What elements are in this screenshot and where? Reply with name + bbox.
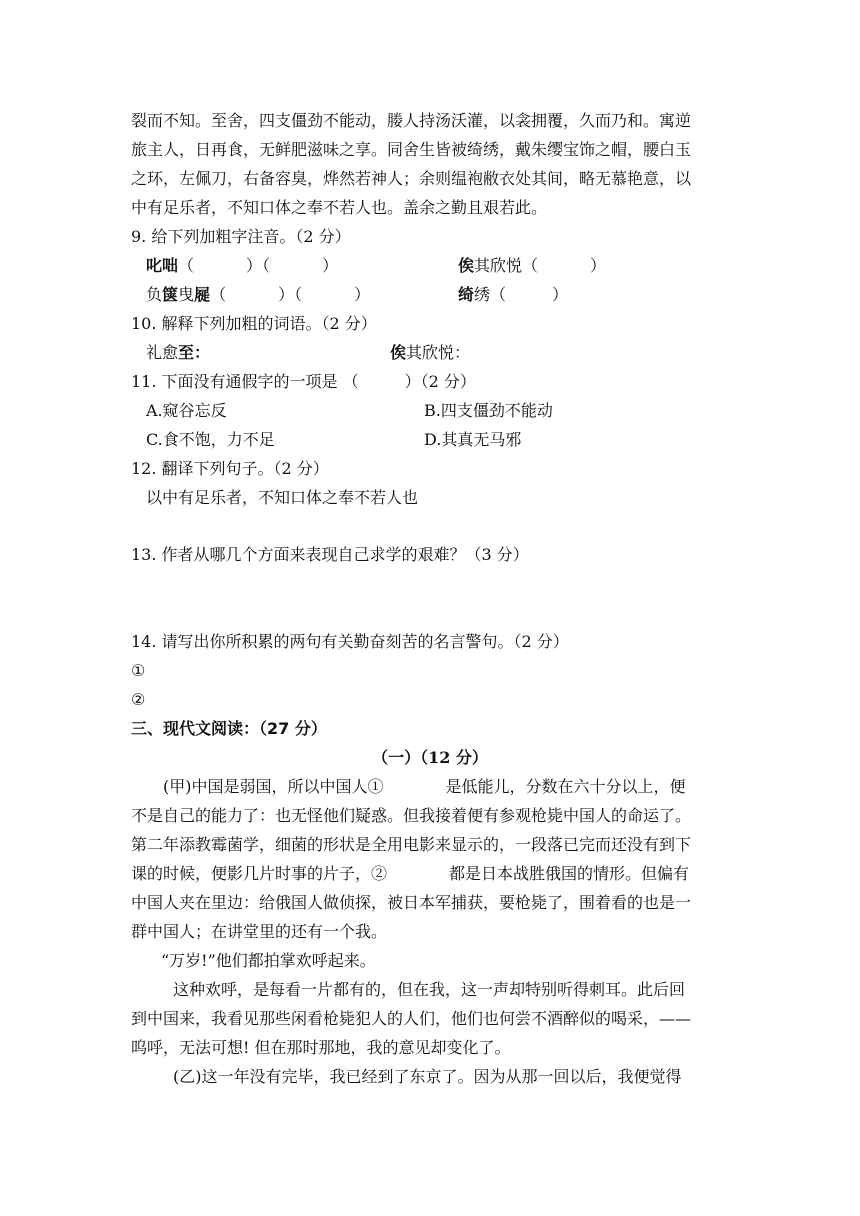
bold-word: 绮 (458, 285, 475, 304)
modern-line-5: 中国人夹在里边：给俄国人做侦探，被日本军捕获，要枪毙了，围着看的也是一 (131, 893, 692, 912)
modern-line-9: 到中国来，我看见那些闲看枪毙犯人的人们，他们也何尝不酒醉似的喝采，—— (131, 1009, 692, 1028)
passage-line-1: 裂而不知。至舍，四支僵劲不能动，媵人持汤沃灌，以衾拥覆，久而乃和。寓逆 (131, 111, 692, 130)
modern-line-4: 课的时候，便影几片时事的片子，② 都是日本战胜俄国的情形。但偏有 (131, 864, 690, 883)
bold-word: 叱咄 (146, 256, 179, 275)
bold-word: 至 (178, 343, 195, 362)
modern-line-6: 群中国人；在讲堂里的还有一个我。 (131, 922, 388, 941)
question-12-sentence: 以中有足乐者，不知口体之奉不若人也 (146, 488, 419, 507)
modern-line-3: 第二年添教霉菌学，细菌的形状是全用电影来显示的，一段落已完而还没有到下 (131, 835, 692, 854)
bold-word: 箧 (162, 285, 179, 304)
question-9-title: 9. 给下列加粗字注音。（2 分） (131, 227, 351, 246)
option-d: D.其真无马邪 (424, 430, 522, 449)
question-10-item-1: 礼愈至： (146, 343, 211, 362)
passage-line-2: 旅主人，日再食，无鲜肥滋味之享。同舍生皆被绮绣，戴朱缨宝饰之帽，腰白玉 (131, 140, 692, 159)
modern-line-1: (甲)中国是弱国，所以中国人① 是低能儿，分数在六十分以上，便 (163, 777, 686, 796)
modern-line-10: 呜呼，无法可想! 但在那时那地，我的意见却变化了。 (131, 1038, 511, 1057)
section-3-title: 三、现代文阅读：（27 分） (131, 719, 327, 738)
bold-word: 屣 (194, 285, 211, 304)
bold-word: 俟 (458, 256, 475, 275)
question-10-item-2: 俟其欣悦： (390, 343, 471, 362)
bold-word: 俟 (390, 343, 407, 362)
question-14-title: 14. 请写出你所积累的两句有关勤奋刻苦的名言警句。（2 分） (131, 632, 569, 651)
question-12-title: 12. 翻译下列句子。（2 分） (131, 459, 329, 478)
option-b: B.四支僵劲不能动 (424, 401, 553, 420)
question-13-title: 13. 作者从哪几个方面来表现自己求学的艰难？（3 分） (131, 545, 529, 564)
question-11-title: 11. 下面没有通假字的一项是 （ ）（2 分） (131, 372, 476, 391)
question-9-item-1: 叱咄（ ）（ ） (146, 256, 339, 275)
modern-line-8: 这种欢呼，是每看一片都有的，但在我，这一声却特别听得刺耳。此后回 (173, 980, 686, 999)
modern-line-11: (乙)这一年没有完毕，我已经到了东京了。因为从那一回以后，我便觉得 (173, 1067, 682, 1086)
answer-marker-2: ② (131, 690, 146, 709)
question-10-title: 10. 解释下列加粗的词语。（2 分） (131, 314, 377, 333)
modern-line-2: 不是自己的能力了：也无怪他们疑惑。但我接着便有参观枪毙中国人的命运了。 (131, 806, 692, 825)
question-9-item-4: 绮绣（ ） (458, 285, 569, 304)
passage-line-4: 中有足乐者，不知口体之奉不若人也。盖余之勤且艰若此。 (131, 198, 548, 217)
passage-line-3: 之环，左佩刀，右备容臭，烨然若神人；余则缊袍敝衣处其间，略无慕艳意，以 (131, 169, 692, 188)
question-9-item-2: 俟其欣悦（ ） (458, 256, 607, 275)
answer-marker-1: ① (131, 661, 146, 680)
option-a: A.窥谷忘反 (146, 401, 227, 420)
option-c: C.食不饱，力不足 (146, 430, 275, 449)
modern-line-7: “万岁!”他们都拍掌欢呼起来。 (161, 951, 376, 970)
question-9-item-3: 负箧曳屣（ ）（ ） (146, 285, 371, 304)
part-1-title: （一）（12 分） (372, 748, 488, 767)
